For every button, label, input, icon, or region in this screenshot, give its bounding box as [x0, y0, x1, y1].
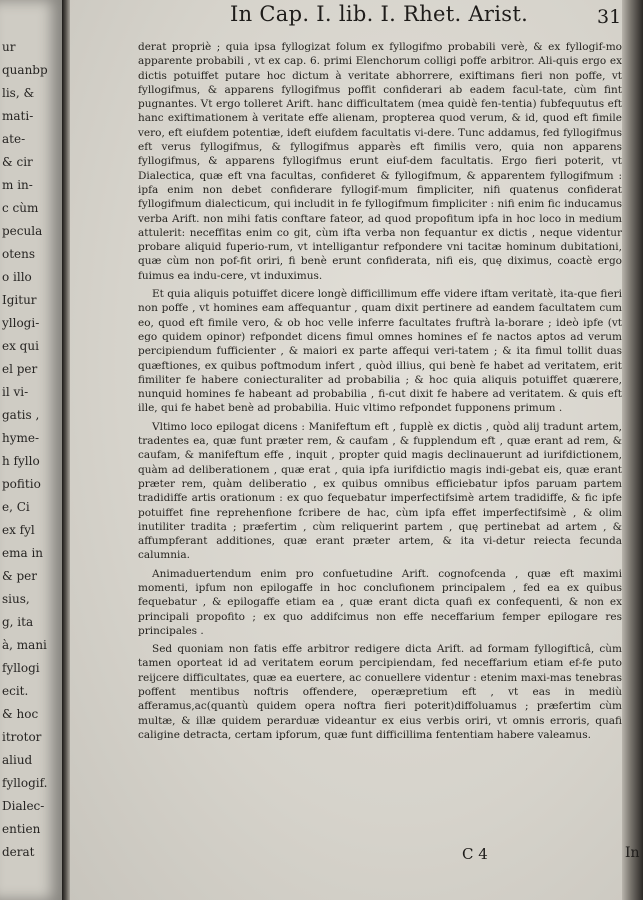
body-text: [138, 40, 622, 746]
facing-page-line: o illo: [2, 270, 32, 284]
facing-page-line: il vi-: [2, 385, 29, 399]
facing-page-line: ex fyl: [2, 523, 35, 537]
facing-page-line: sius,: [2, 592, 30, 606]
catchword: In: [625, 845, 640, 861]
book-gutter: [62, 0, 70, 900]
facing-page-fragment: [0, 0, 64, 900]
facing-page-line: lis, &: [2, 86, 35, 100]
facing-page-line: & per: [2, 569, 38, 583]
facing-page-line: g, ita: [2, 615, 34, 629]
facing-page-line: quanbp: [2, 63, 48, 77]
facing-page-line: gatis ,: [2, 408, 40, 422]
facing-page-line: à, mani: [2, 638, 47, 652]
facing-page-line: fyllogif.: [2, 776, 48, 790]
facing-page-line: pofitio: [2, 477, 41, 491]
facing-page-line: pecula: [2, 224, 43, 238]
facing-page-line: Igitur: [2, 293, 37, 307]
facing-page-line: & cir: [2, 155, 33, 169]
facing-page-line: & hoc: [2, 707, 39, 721]
page-edge: [622, 0, 643, 900]
facing-page-line: mati-: [2, 109, 34, 123]
facing-page-line: e, Ci: [2, 500, 30, 514]
facing-page-line: yllogi-: [2, 316, 40, 330]
facing-page-line: el per: [2, 362, 38, 376]
facing-page-line: hyme-: [2, 431, 40, 445]
paragraph-5: Sed quoniam non fatis effe arbitror redigere dicta Arift. ad formam fyllogifticâ, cùm tamen oporteat id ad veritatem eorum percipiendam, fed neceffarium etiam ef-fe puto reijcere difficultates, quæ ea euertere, ac conuellere videntur : etenim maxi-mas tenebras poffent mentibus noftris offendere, operæpretium eft , vt eas in mediù afferamus,ac(quantù quidem opera noftra fieri poterit)diffoluamus ; præfertim cùm multæ, & illæ quidem perarduæ videantur ex eius verbis oriri, vt omnis erroris, quafi caligine detracta, certam ipforum, quæ funt difficillima fententiam habere valeamus.: [138, 643, 622, 741]
book-page: [70, 0, 640, 900]
paragraph-1: derat propriè ; quia ipsa fyllogizat folum ex fyllogifmo probabili verè, & ex fyllogif-mo apparente probabili , vt ex cap. 6. primi Elenchorum colligi poffe arbitror. Ali-quis ergo ex dictis potuiffet putare hoc dictum à veritate abhorrere, exiftimans fieri non poffe, vt fyllogifmus, & apparens fyllogifmus poffit confiderari ab eadem facul-tate, cùm fint pugnantes. Vt ergo tolleret Arift. hanc difficultatem (mea quidè fen-tentia) fubfequutus eft hanc exiftimationem à veritate effe alienam, propterea quod verum, & id, quod eft fimile vero, eft eiufdem potentiæ, ideft eiufdem facultatis vi-dere. Tunc addamus, fed fyllogifmus eft verus fyllogifmus, & fyllogifmus apparès eft fimilis vero, quia non apparens fyllogifmus, & apparens fyllogifmus erunt eiuf-dem facultatis. Ergo fieri poterit, vt Dialectica, quæ eft vna facultas, confideret & fyllogifmum, & apparentem fyllogifmum : ipfa enim non debet confiderare fyllogif-mum fimpliciter, nifi quatenus confiderat fyllogifmum dialecticum, qui includit in fe fyllogifmum fimpliciter : nifi enim fic inducamus verba Arift. non mihi fatis conftare fateor, ad quod propofitum ipfa in hoc loco in medium attulerit: neceffitas enim co git, cùm ifta verba non fequantur ex dictis , neque videntur probare aliquid fuperio-rum, vt intelligantur refpondere vni tacitæ hominum dubitationi, quæ cùm non pof-fit oriri, fi benè erunt confiderata, nifi eis, quę diximus, coactè ergo fuimus ea indu-cere, vt induximus.: [138, 41, 622, 282]
running-head: In Cap. I. lib. I. Rhet. Arist.: [230, 2, 529, 26]
paragraph-4: Animaduertendum enim pro confuetudine Arift. cognofcenda , quæ eft maximi momenti, ipfum non epilogaffe in hoc conclufionem principalem , fed ea ex quibus fequebatur , & epilogaffe etiam ea , quæ erant dicta quafi ex confequenti, & non ex principali propofito ; ex quo addifcimus non effe neceffarium femper epilogare res principales .: [138, 567, 622, 637]
page-number: 31: [597, 6, 622, 28]
signature-mark: C 4: [462, 845, 488, 863]
facing-page-line: m in-: [2, 178, 33, 192]
facing-page-line: ecit.: [2, 684, 29, 698]
paragraph-3: Vltimo loco epilogat dicens : Manifeftum eft , fupplè ex dictis , quòd alij tradunt artem, tradentes ea, quæ funt præter rem, & caufam , & fupplendum eft , quæ erant ad rem, & caufam, & manifeftum effe , inquit , propter quid magis declinauerunt ad iurifdictionem, quàm ad deliberationem , quæ erat , quia ipfa iurifdictio magis indi-gebat eis, quæ erant præter rem, quàm deliberatio , ex quibus omnibus efficiebatur ipfos paruam partem tradidiffe artis orationum : ex quo fequebatur imperfectifsimè artem tradidiffe, & fic ipfe potuiffet fine reprehenfione fcribere de hac, cùm ipfa effet imperfectifsimè , & olim inutiliter tradita ; præfertim , cùm reliquerint partem , quę pertinebat ad artem , & affumpferant additiones, quæ erant præter artem, & ita vi-detur reiecta fecunda calumnia.: [138, 420, 622, 562]
facing-page-line: otens: [2, 247, 36, 261]
paragraph-2: Et quia aliquis potuiffet dicere longè difficillimum effe videre iftam veritatè, ita-que fieri non poffe , vt homines eam affequantur , quam dixit pertinere ad eandem facultatem cum eo, quod eft fimile vero, & ob hoc velle inferre facultates fruftrà la-borare ; ideò ipfe (vt ego quidem opinor) refpondet dicens fimul omnes homines eſ fe nactos aptos ad verum percipiendum fufficienter , & maiori ex parte affequi veri-tatem ; & ita fimul tollit duas quæftiones, ex quibus poftmodum infert , quòd illius, qui benè fe habet ad veritatem, erit fimiliter fe habere coniecturaliter ad probabilia ; & hoc quia aliquis potuiffet quærere, nunquid homines fe habeant ad probabilia , fi-cut dixit fe habere ad veritatem. & quis eft ille, qui fe habet benè ad probabilia. Huic vltimo refpondet fupponens primum .: [138, 288, 622, 415]
facing-page-line: fyllogi: [2, 661, 40, 675]
facing-page-line: ema in: [2, 546, 44, 560]
facing-page-line: Dialec-: [2, 799, 45, 813]
facing-page-line: c cùm: [2, 201, 39, 215]
facing-page-line: h fyllo: [2, 454, 40, 468]
facing-page-line: itrotor: [2, 730, 42, 744]
facing-page-line: entien: [2, 822, 41, 836]
facing-page-line: aliud: [2, 753, 33, 767]
facing-page-line: ate-: [2, 132, 26, 146]
facing-page-line: derat: [2, 845, 35, 859]
facing-page-line: ex qui: [2, 339, 39, 353]
facing-page-line: ur: [2, 40, 16, 54]
